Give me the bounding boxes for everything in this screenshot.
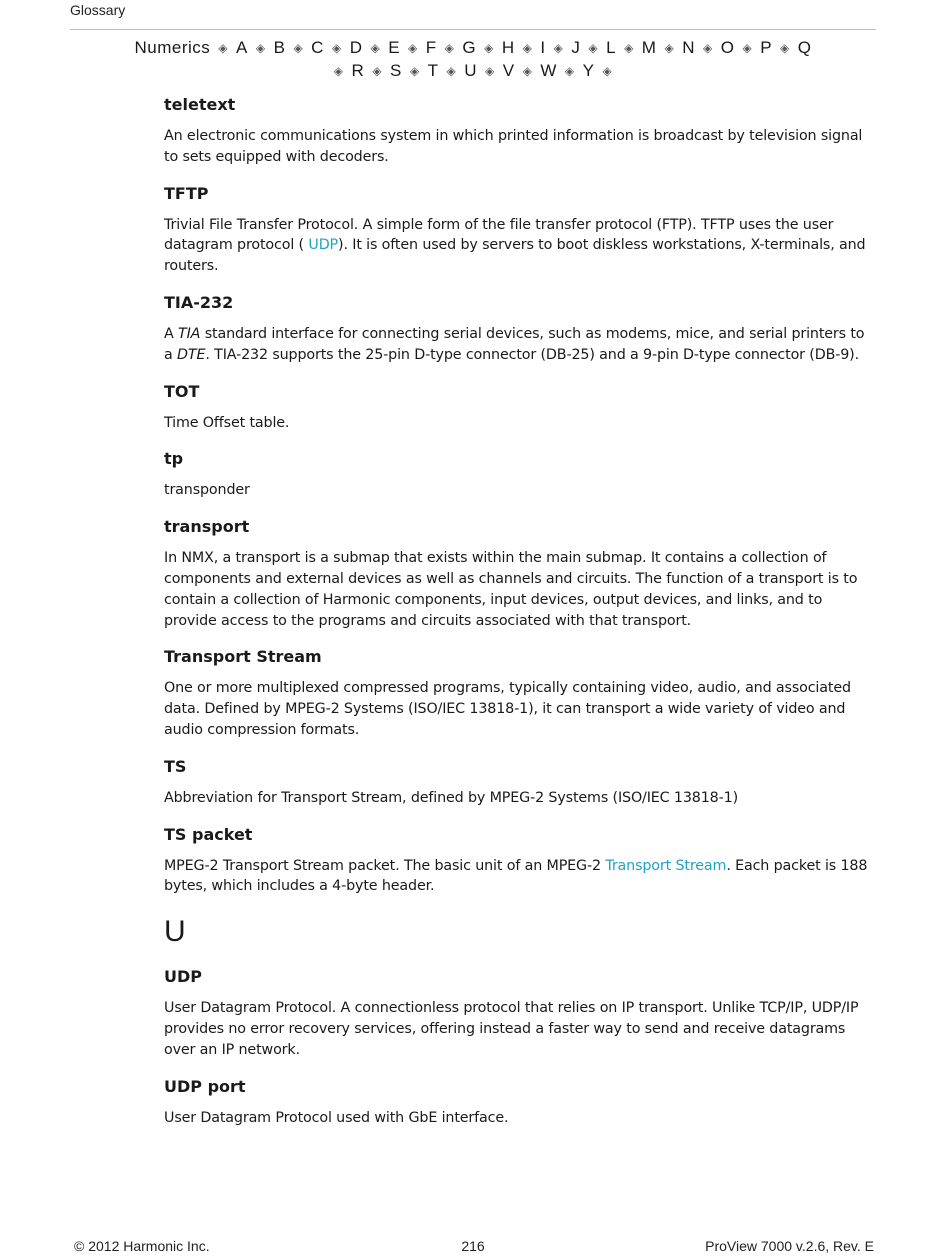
nav-separator-icon: ◈ — [522, 64, 533, 78]
definition-teletext: An electronic communications system in which printed information is broadcast by television signal to sets equipped with decoders. — [164, 128, 863, 165]
link-udp[interactable]: UDP — [308, 237, 339, 254]
nav-separator-icon: ◈ — [408, 41, 418, 55]
alphabet-nav-row-2 — [70, 60, 876, 83]
nav-link-d[interactable]: D — [349, 38, 363, 57]
definition-transport: In NMX, a transport is a submap that exists within the main submap. It contains a collection of components and external devices as well as channels and circuits. The function of a transport is to contain a collection of Harmonic components, input devices, output devices, and links, and to provide access to the programs and circuits associated with that transport. — [164, 550, 858, 629]
header-rule — [70, 29, 876, 30]
link-transport-stream[interactable]: Transport Stream — [605, 857, 727, 874]
nav-link-v[interactable]: V — [502, 61, 515, 80]
nav-separator-icon: ◈ — [564, 64, 575, 78]
nav-link-n[interactable]: N — [682, 38, 695, 57]
section-heading-u: U — [164, 915, 186, 949]
nav-separator-icon: ◈ — [331, 41, 342, 55]
nav-link-q[interactable]: Q — [797, 38, 812, 57]
definition-udp: User Datagram Protocol. A connectionless protocol that relies on IP transport. Unlike TCP/IP, UDP/IP provides no error recovery services, offering instead a faster way to send and receive datagrams over an IP network. — [164, 1000, 859, 1058]
definition-tia-232-part-3: . TIA-232 supports the 25-pin D-type connector (DB-25) and a 9-pin D-type connector (DB-9). — [205, 346, 860, 363]
nav-separator-icon: ◈ — [444, 41, 455, 55]
footer-product: ProView 7000 v.2.6, Rev. E — [705, 1238, 874, 1254]
definition-tftp-part-2: ). It is often used by servers to boot diskless workstations, X-terminals, and routers. — [164, 237, 866, 275]
definition-tftp-part-1: Trivial File Transfer Protocol. A simple form of the file transfer protocol (FTP). TFTP uses the user datagram protocol ( — [164, 216, 834, 254]
definition-tp: transponder — [164, 482, 250, 499]
term-tp: tp — [164, 449, 184, 469]
nav-link-i[interactable]: I — [540, 38, 546, 57]
nav-link-s[interactable]: S — [390, 61, 402, 80]
nav-separator-icon: ◈ — [553, 41, 564, 55]
nav-link-u[interactable]: U — [464, 61, 478, 80]
definition-tia-232-part-1: A — [164, 325, 179, 342]
term-tftp: TFTP — [164, 183, 209, 203]
definition-tftp — [164, 215, 876, 277]
nav-separator-icon: ◈ — [588, 41, 599, 55]
nav-separator-icon: ◈ — [370, 41, 381, 55]
nav-link-b[interactable]: B — [273, 38, 286, 57]
term-transport: transport — [164, 517, 250, 537]
nav-link-g[interactable]: G — [462, 38, 477, 57]
nav-link-l[interactable]: L — [606, 38, 617, 57]
nav-link-p[interactable]: P — [760, 38, 773, 57]
definition-udp-port: User Datagram Protocol used with GbE interface. — [164, 1109, 509, 1126]
emphasis-tia: TIA — [178, 325, 201, 342]
nav-link-m[interactable]: M — [641, 38, 657, 57]
nav-link-c[interactable]: C — [311, 38, 324, 57]
nav-separator-icon: ◈ — [602, 64, 613, 78]
term-tia-232: TIA-232 — [164, 292, 234, 312]
term-ts: TS — [164, 756, 187, 776]
footer-copyright: © 2012 Harmonic Inc. — [74, 1238, 210, 1254]
term-tot: TOT — [164, 381, 200, 401]
nav-separator-icon: ◈ — [255, 41, 266, 55]
nav-link-r[interactable]: R — [351, 61, 365, 80]
nav-separator-icon: ◈ — [293, 41, 304, 55]
nav-separator-icon: ◈ — [372, 64, 383, 78]
alphabet-nav — [70, 37, 876, 83]
nav-link-a[interactable]: A — [236, 38, 248, 57]
definition-tia-232 — [164, 324, 876, 366]
footer-page-number: 216 — [461, 1238, 485, 1254]
nav-separator-icon: ◈ — [485, 64, 495, 78]
nav-link-w[interactable]: W — [540, 61, 557, 80]
definition-ts-packet — [164, 856, 876, 898]
definition-transport-stream: One or more multiplexed compressed programs, typically containing video, audio, and associated data. Defined by MPEG-2 Systems (ISO/IEC 13818-1), it can transport a wide variety of video and audio compression formats. — [164, 680, 851, 738]
definition-ts-packet-part-2: . Each packet is 188 bytes, which includes a 4-byte header. — [164, 857, 868, 895]
nav-separator-icon: ◈ — [484, 41, 494, 55]
nav-separator-icon: ◈ — [218, 41, 229, 55]
nav-separator-icon: ◈ — [446, 64, 457, 78]
nav-separator-icon: ◈ — [742, 41, 753, 55]
nav-link-e[interactable]: E — [388, 38, 401, 57]
nav-separator-icon: ◈ — [780, 41, 790, 55]
nav-link-t[interactable]: T — [427, 61, 439, 80]
nav-link-numerics[interactable]: Numerics — [134, 38, 211, 57]
page-footer — [70, 1238, 876, 1256]
nav-link-f[interactable]: F — [425, 38, 437, 57]
nav-separator-icon: ◈ — [333, 64, 344, 78]
definition-tia-232-part-2: standard interface for connecting serial devices, such as modems, mice, and serial printers to a — [164, 325, 865, 363]
emphasis-dte: DTE — [177, 346, 206, 363]
term-teletext: teletext — [164, 95, 236, 114]
nav-separator-icon: ◈ — [702, 41, 713, 55]
nav-separator-icon: ◈ — [624, 41, 634, 55]
glossary-content — [164, 93, 876, 1142]
term-transport-stream: Transport Stream — [164, 647, 322, 667]
term-udp-port: UDP port — [164, 1076, 246, 1096]
alphabet-nav-row-1 — [70, 37, 876, 60]
nav-link-y[interactable]: Y — [582, 61, 595, 80]
definition-ts: Abbreviation for Transport Stream, defined by MPEG-2 Systems (ISO/IEC 13818-1) — [164, 789, 739, 806]
nav-link-j[interactable]: J — [571, 38, 581, 57]
nav-separator-icon: ◈ — [522, 41, 533, 55]
nav-link-o[interactable]: O — [720, 38, 735, 57]
nav-separator-icon: ◈ — [664, 41, 675, 55]
nav-link-h[interactable]: H — [501, 38, 515, 57]
definition-tot: Time Offset table. — [164, 414, 290, 431]
definition-ts-packet-part-1: MPEG-2 Transport Stream packet. The basic unit of an MPEG-2 — [164, 857, 606, 874]
term-udp: UDP — [164, 967, 202, 987]
term-ts-packet: TS packet — [164, 824, 253, 844]
nav-separator-icon: ◈ — [409, 64, 420, 78]
running-head: Glossary — [70, 2, 126, 18]
